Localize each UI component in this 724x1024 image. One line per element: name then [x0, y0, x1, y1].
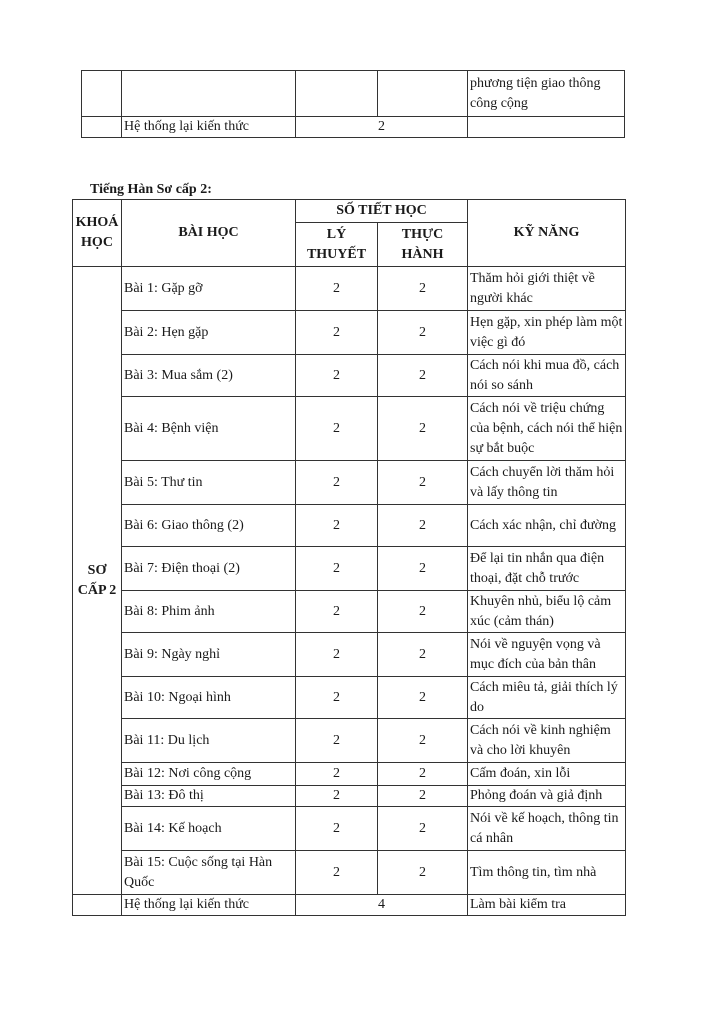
table-row [73, 633, 626, 677]
table-row [73, 397, 626, 461]
theory-hours: 2 [296, 591, 378, 633]
theory-hours: 2 [296, 355, 378, 397]
table-row [73, 311, 626, 355]
practice-hours: 2 [378, 633, 468, 677]
lesson-name: Bài 14: Kế hoạch [122, 807, 296, 851]
skill-text: Để lại tin nhắn qua điện thoại, đặt chỗ trước [468, 547, 626, 591]
lesson-name: Bài 8: Phim ảnh [122, 591, 296, 633]
theory-hours: 2 [296, 397, 378, 461]
practice-hours: 2 [378, 311, 468, 355]
header-row [73, 200, 626, 223]
theory-hours: 2 [296, 719, 378, 763]
theory-hours: 2 [296, 633, 378, 677]
theory-hours: 2 [296, 677, 378, 719]
course-cell [82, 117, 122, 138]
theory-hours: 2 [296, 505, 378, 547]
table-row [73, 547, 626, 591]
lesson-name: Bài 12: Nơi công cộng [122, 763, 296, 786]
lesson-name: Bài 13: Đô thị [122, 786, 296, 807]
practice-hours: 2 [378, 786, 468, 807]
table-row [82, 71, 625, 117]
lesson-name: Bài 15: Cuộc sống tại Hàn Quốc [122, 851, 296, 895]
review-row [73, 895, 626, 916]
section-title: Tiếng Hàn Sơ cấp 2: [90, 182, 212, 197]
table-row [73, 505, 626, 547]
practice-hours: 2 [378, 591, 468, 633]
skill-text: Cách miêu tả, giải thích lý do [468, 677, 626, 719]
header-lesson: BÀI HỌC [122, 200, 296, 267]
skill-text: Phỏng đoán và giả định [468, 786, 626, 807]
table-row [73, 786, 626, 807]
skill-text: Cách nói khi mua đồ, cách nói so sánh [468, 355, 626, 397]
skill-text: Cách nói về triệu chứng của bệnh, cách nói thể hiện sự bắt buộc [468, 397, 626, 461]
lesson-name: Bài 11: Du lịch [122, 719, 296, 763]
practice-hours: 2 [378, 461, 468, 505]
table-row [73, 719, 626, 763]
skill-text: Nói về kế hoạch, thông tin cá nhân [468, 807, 626, 851]
table-row [73, 355, 626, 397]
skill-text: Nói về nguyện vọng và mục đích của bản thân [468, 633, 626, 677]
lesson-name: Bài 2: Hẹn gặp [122, 311, 296, 355]
practice-cell [378, 71, 468, 117]
practice-hours: 2 [378, 505, 468, 547]
skill-text: Tìm thông tin, tìm nhà [468, 851, 626, 895]
header-practice: THỰC HÀNH [378, 223, 468, 267]
course-name: SƠ CẤP 2 [73, 267, 122, 895]
practice-hours: 2 [378, 267, 468, 311]
lesson-name: Bài 1: Gặp gỡ [122, 267, 296, 311]
table-row [73, 763, 626, 786]
skill-text: Khuyên nhủ, biểu lộ cảm xúc (cảm thán) [468, 591, 626, 633]
skill-cell: phương tiện giao thông công cộng [468, 71, 625, 117]
review-label: Hệ thống lại kiến thức [122, 117, 296, 138]
lesson-name: Bài 7: Điện thoại (2) [122, 547, 296, 591]
header-theory: LÝ THUYẾT [296, 223, 378, 267]
table-row [73, 591, 626, 633]
course-cell [73, 895, 122, 916]
course-cell [82, 71, 122, 117]
practice-hours: 2 [378, 807, 468, 851]
review-skill: Làm bài kiểm tra [468, 895, 626, 916]
header-course: KHOÁ HỌC [73, 200, 122, 267]
lesson-cell [122, 71, 296, 117]
lesson-name: Bài 9: Ngày nghỉ [122, 633, 296, 677]
review-hours: 2 [296, 117, 468, 138]
header-skills: KỸ NĂNG [468, 200, 626, 267]
skill-text: Hẹn gặp, xin phép làm một việc gì đó [468, 311, 626, 355]
theory-hours: 2 [296, 786, 378, 807]
previous-course-table [81, 70, 625, 138]
theory-hours: 2 [296, 267, 378, 311]
table-row [73, 807, 626, 851]
skill-text: Cách nói về kinh nghiệm và cho lời khuyên [468, 719, 626, 763]
practice-hours: 2 [378, 677, 468, 719]
lesson-name: Bài 10: Ngoại hình [122, 677, 296, 719]
lesson-name: Bài 6: Giao thông (2) [122, 505, 296, 547]
skill-cell [468, 117, 625, 138]
theory-hours: 2 [296, 461, 378, 505]
table-row [73, 461, 626, 505]
practice-hours: 2 [378, 547, 468, 591]
skill-text: Thăm hỏi giới thiệt về người khác [468, 267, 626, 311]
skill-text: Cấm đoán, xin lỗi [468, 763, 626, 786]
theory-hours: 2 [296, 763, 378, 786]
practice-hours: 2 [378, 397, 468, 461]
theory-hours: 2 [296, 311, 378, 355]
practice-hours: 2 [378, 355, 468, 397]
lesson-name: Bài 5: Thư tin [122, 461, 296, 505]
lesson-name: Bài 3: Mua sắm (2) [122, 355, 296, 397]
review-row [82, 117, 625, 138]
table-row [73, 267, 626, 311]
table-row [73, 677, 626, 719]
theory-cell [296, 71, 378, 117]
table-row [73, 851, 626, 895]
theory-hours: 2 [296, 851, 378, 895]
lesson-name: Bài 4: Bệnh viện [122, 397, 296, 461]
skill-text: Cách chuyển lời thăm hỏi và lấy thông tin [468, 461, 626, 505]
review-hours: 4 [296, 895, 468, 916]
course-table [72, 199, 626, 916]
header-hours: SỐ TIẾT HỌC [296, 200, 468, 223]
theory-hours: 2 [296, 547, 378, 591]
review-label: Hệ thống lại kiến thức [122, 895, 296, 916]
theory-hours: 2 [296, 807, 378, 851]
practice-hours: 2 [378, 851, 468, 895]
skill-text: Cách xác nhận, chỉ đường [468, 505, 626, 547]
practice-hours: 2 [378, 763, 468, 786]
practice-hours: 2 [378, 719, 468, 763]
